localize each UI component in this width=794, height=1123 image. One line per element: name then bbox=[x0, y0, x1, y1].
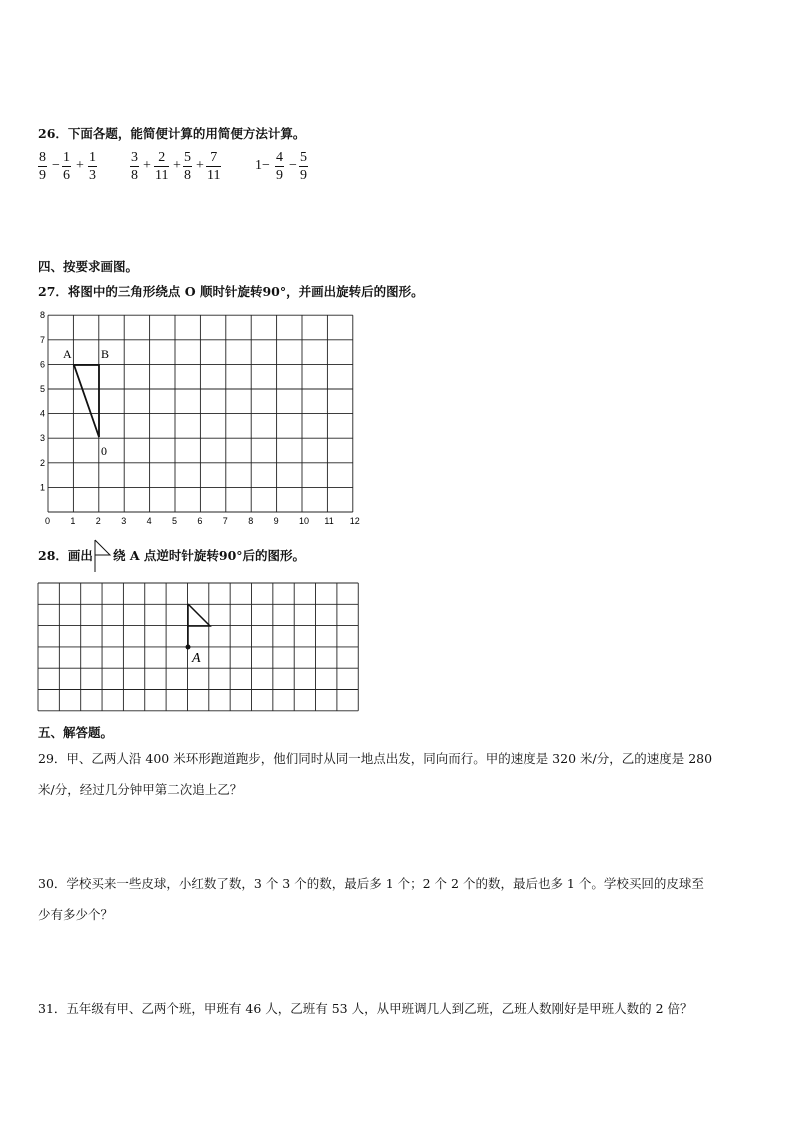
y-tick-label: 4 bbox=[40, 408, 46, 419]
point-label-B: B bbox=[101, 347, 110, 361]
x-tick-label: 2 bbox=[95, 516, 101, 526]
q29-text-line2: 米/分，经过几分钟甲第二次追上乙？ bbox=[38, 782, 243, 797]
x-tick-label: 6 bbox=[197, 516, 203, 526]
grid bbox=[48, 315, 353, 512]
x-tick-label: 4 bbox=[146, 516, 152, 526]
fraction: $\frac{8}{9}$ bbox=[39, 150, 46, 183]
q30-text-line1: 30．学校买来一些皮球，小红数了数，3 个 3 个的数，最后多 1 个；2 个 2 个的数，最后也多 1 个。学校买回的皮球至 bbox=[38, 876, 704, 891]
operator: + bbox=[196, 158, 204, 173]
q28-grid bbox=[38, 583, 358, 711]
fraction: $\frac{7}{11}$ bbox=[207, 150, 221, 183]
operator: 1− bbox=[255, 158, 270, 173]
flag-icon bbox=[95, 540, 110, 572]
x-tick-label: 0 bbox=[45, 516, 51, 526]
y-tick-label: 2 bbox=[40, 457, 46, 468]
x-tick-label: 9 bbox=[273, 516, 279, 526]
operator: − bbox=[289, 158, 297, 173]
y-tick-label: 6 bbox=[40, 359, 46, 370]
q31-text-line1: 31．五年级有甲、乙两个班，甲班有 46 人，乙班有 53 人，从甲班调几人到乙班，乙班人数刚好是甲班人数的 2 倍？ bbox=[38, 1001, 693, 1016]
point-A-dot bbox=[186, 645, 191, 650]
x-tick-label: 11 bbox=[324, 516, 334, 526]
fraction: $\frac{3}{8}$ bbox=[131, 150, 138, 183]
x-tick-label: 10 bbox=[299, 516, 310, 526]
x-tick-label: 7 bbox=[222, 516, 228, 526]
y-tick-label: 5 bbox=[40, 384, 46, 394]
fraction: $\frac{1}{3}$ bbox=[89, 150, 96, 183]
q30-text-line2: 少有多少个？ bbox=[38, 907, 114, 922]
x-tick-label: 12 bbox=[349, 516, 360, 526]
x-axis-ticks bbox=[45, 516, 360, 526]
point-label-A: A bbox=[192, 651, 201, 666]
fraction: $\frac{2}{11}$ bbox=[155, 150, 169, 183]
q26-title: 26．下面各题，能简便计算的用简便方法计算。 bbox=[38, 126, 306, 141]
fraction: $\frac{5}{8}$ bbox=[184, 150, 191, 183]
flag-shape bbox=[188, 604, 210, 626]
y-axis-ticks bbox=[40, 310, 45, 492]
section-heading: 五、解答题。 bbox=[38, 725, 114, 740]
operator: + bbox=[173, 158, 181, 173]
fraction: $\frac{4}{9}$ bbox=[276, 150, 283, 183]
y-tick-label: 1 bbox=[40, 482, 46, 493]
y-tick-label: 7 bbox=[40, 334, 46, 345]
q29-text-line1: 29．甲、乙两人沿 400 米环形跑道跑步，他们同时从同一地点出发，同向而行。甲的速度是 320 米/分，乙的速度是 280 bbox=[38, 751, 713, 766]
y-tick-label: 3 bbox=[40, 433, 46, 444]
q28-title-suffix: 绕 A 点逆时针旋转90°后的图形。 bbox=[113, 548, 306, 563]
operator: − bbox=[52, 158, 60, 173]
operator: + bbox=[143, 158, 151, 173]
point-label-O: 0 bbox=[101, 444, 107, 458]
operator: + bbox=[76, 158, 84, 173]
x-tick-label: 8 bbox=[248, 516, 254, 526]
fraction: $\frac{1}{6}$ bbox=[63, 150, 70, 183]
fraction: $\frac{5}{9}$ bbox=[300, 150, 307, 183]
section-heading: 四、按要求画图。 bbox=[38, 259, 139, 274]
x-tick-label: 5 bbox=[172, 516, 178, 526]
y-tick-label: 8 bbox=[40, 310, 46, 321]
point-label-A: A bbox=[63, 347, 72, 361]
triangle-ABO bbox=[74, 365, 99, 437]
x-tick-label: 3 bbox=[121, 516, 127, 526]
x-tick-label: 1 bbox=[70, 516, 76, 526]
q27-title: 27．将图中的三角形绕点 O 顺时针旋转90°，并画出旋转后的图形。 bbox=[38, 284, 424, 299]
q28-title-prefix: 28．画出 bbox=[38, 548, 93, 563]
